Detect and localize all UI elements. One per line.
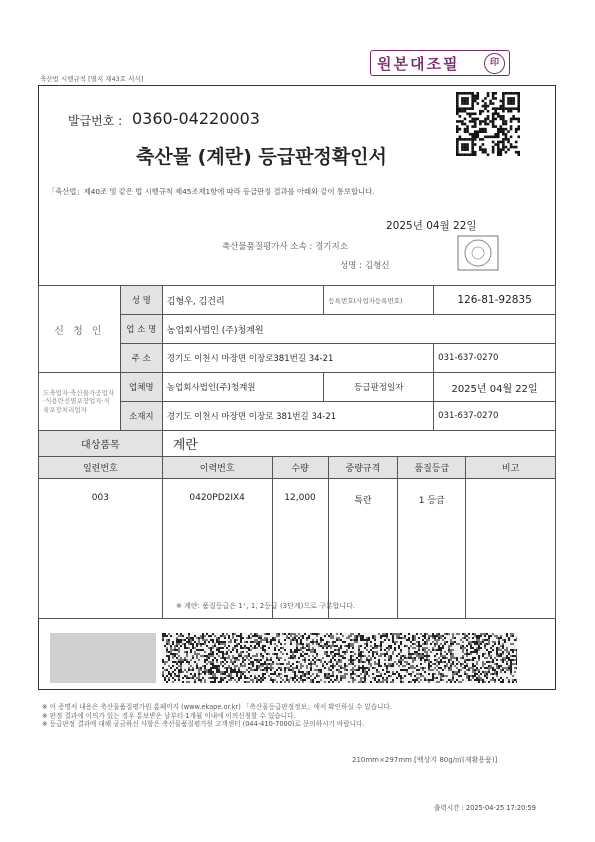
item-grade: 1 등급 [398,479,466,619]
row-label: 등급판정일자 [324,373,434,402]
item-quantity: 12,000 [272,479,328,619]
applicant-section-label: 신 청 인 [39,286,121,373]
security-pattern [162,633,517,683]
grading-date: 2025년 04월 22일 [434,373,556,402]
target-item: 계란 [162,431,555,457]
header-note: 비고 [466,457,556,479]
row-label: 업체명 [120,373,162,402]
applicant-name: 김형우, 김건리 [162,286,324,315]
print-time: 출력시간 : 2025-04-25 17:20:59 [434,804,536,812]
item-note [466,479,556,619]
registration-number: 126-81-92835 [434,286,556,315]
official-seal-icon [450,232,506,276]
item-trace-number: 0420PD2IX4 [162,479,272,619]
issue-number: 0360-04220003 [132,109,260,128]
row-label: 주 소 [120,344,162,373]
applicant-phone: 031-637-0270 [434,344,556,373]
judgment-date: 2025년 04월 22일 [386,220,477,232]
issue-number-label: 발급번호 : [68,114,123,128]
watermark-block [50,633,156,683]
header-qty: 수량 [272,457,328,479]
document-title: 축산물 (계란) 등급판정확인서 [136,146,387,168]
paper-spec: 210mm×297mm [백상지 80g/㎡(재활용품)] [352,756,498,764]
qr-code-icon [456,92,520,156]
row-label: 등록번호(사업자등록번호) [324,286,434,315]
intro-text: 「축산법」제40조 및 같은 법 시행규칙 제45조제1항에 따라 등급판정 결과를 아래와 같이 통보합니다. [48,187,375,196]
applicant-address: 경기도 이천시 마장면 이장로381번길 34-21 [162,344,433,373]
header-grade: 품질등급 [398,457,466,479]
row-label: 업 소 명 [120,315,162,344]
header-trace: 이력번호 [162,457,272,479]
items-table [38,430,556,619]
applicant-table [38,285,556,431]
company-phone: 031-637-0270 [434,402,556,431]
grade-footnote: ※ 계란: 품질등급은 1⁺, 1, 2등급 (3단계)으로 구분합니다. [176,602,356,610]
item-weight: 특란 [328,479,398,619]
stamp-seal-mark: 印 [484,53,505,74]
footer-notes: ※ 이 증명서 내용은 축산물품질평가원 홈페이지 (www.ekape.or.kr) 「축산물등급판정정보」에서 확인하실 수 있습니다. ※ 판정 결과에 이의가 있는 경우 통보받은 날부터 1개월 이내에 이의신청할 수 있습니다. ※ 등급판정 결과에 대해 궁금하신 사항은 축산물품질평가원 고객센터 (044-410-7000)로 문의하시기 바랍니다. [42,703,392,729]
processor-side-note: 도축업자·축산물가공업자·식용란선별포장업자·식육포장처리업자 [39,373,121,431]
issuer-org: 축산물품질평가사 소속 : 경기지소 [222,242,348,252]
target-label: 대상품목 [39,431,163,457]
header-serial: 일련번호 [39,457,163,479]
stamp-text: 원본대조필 [377,55,460,73]
original-stamp [370,50,510,76]
company-address: 경기도 이천시 마장면 이장로 381번길 34-21 [162,402,433,431]
item-serial: 003 [39,479,163,619]
form-reference: 축산법 시행규칙 [별지 제43호 서식] [40,75,144,83]
issuer-name-label: 성명 : [340,261,362,271]
row-label: 소재지 [120,402,162,431]
business-name: 농업회사법인 (주)청계원 [162,315,555,344]
header-weight: 중량규격 [328,457,398,479]
company-name: 농업회사법인(주)청계원 [162,373,324,402]
row-label: 성 명 [120,286,162,315]
issuer-name: 김형신 [365,261,390,271]
